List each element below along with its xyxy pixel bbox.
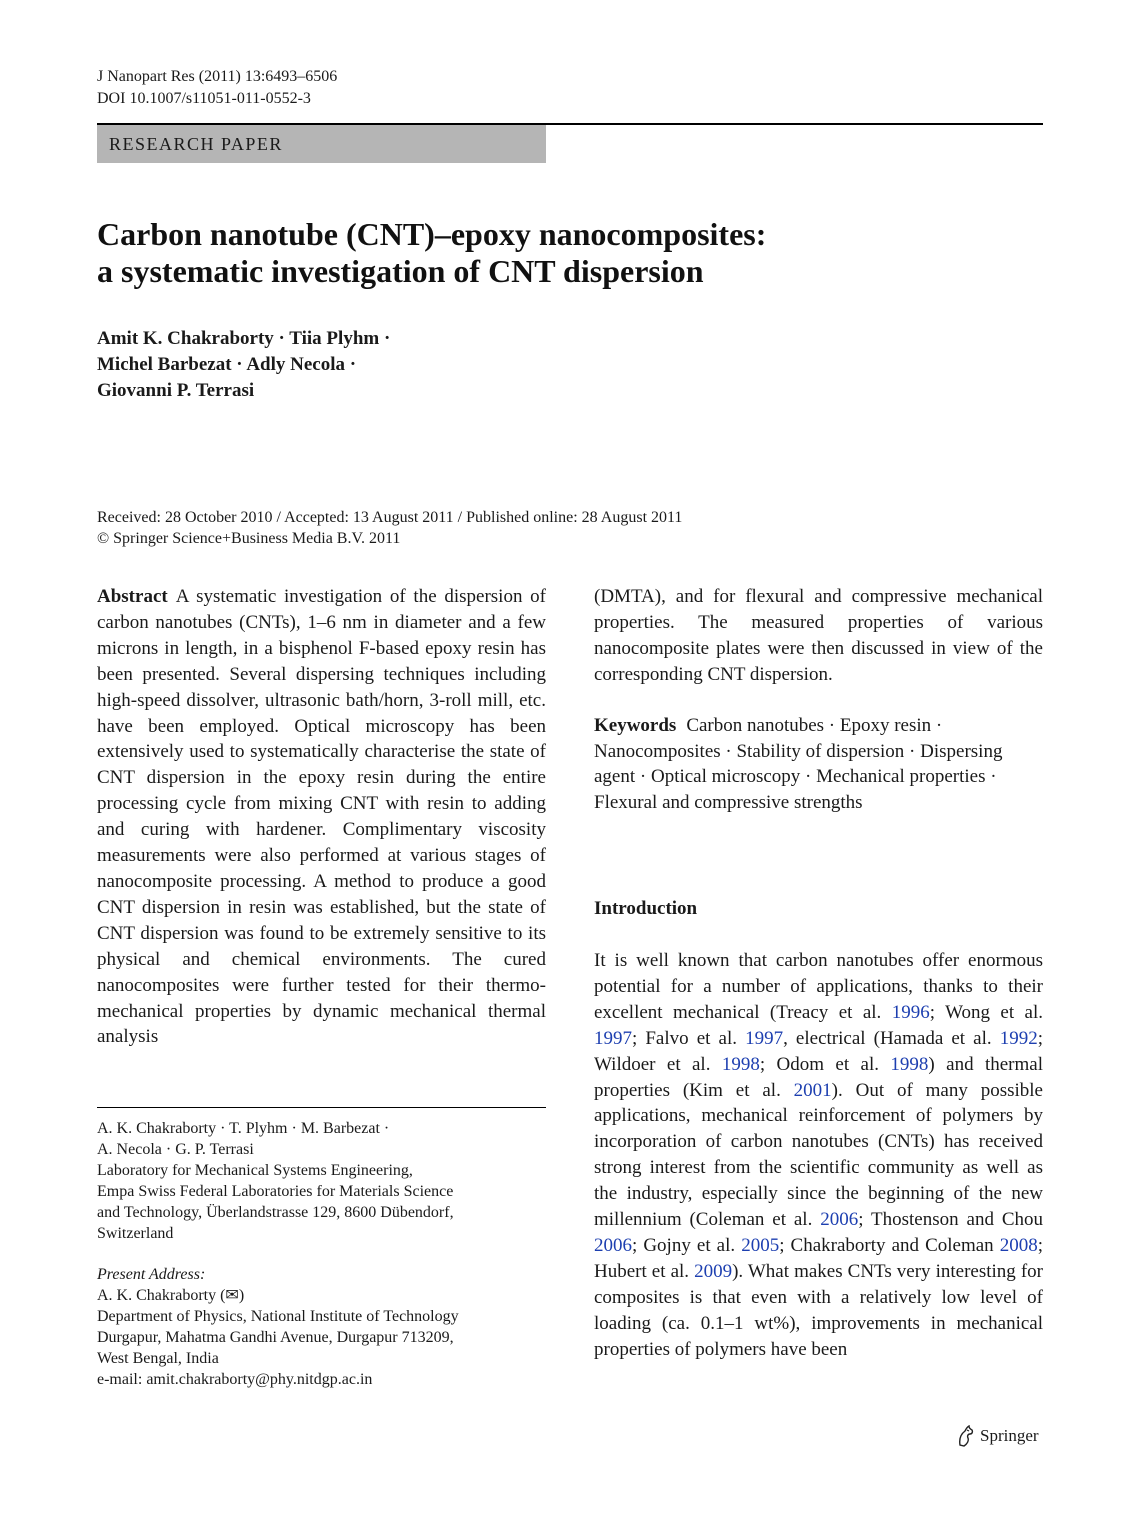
left-column: [97, 584, 546, 1050]
affil-spacer: [97, 1244, 546, 1264]
intro-text: ; Thostenson and Chou: [858, 1209, 1043, 1231]
publication-history: [97, 507, 682, 549]
introduction-heading: Introduction: [594, 898, 698, 919]
affil-authors-1: A. K. Chakraborty · T. Plyhm · M. Barbezat ·: [97, 1120, 390, 1137]
intro-text: ). Out of many possible applications, mechanical reinforcement of polymers by incorporation of carbon nanotubes (CNTs) has received strong interest from the scientific community as well as the industry, especially since the beginning of the new millennium (Coleman et al.: [594, 1079, 1043, 1231]
present-state: West Bengal, India: [97, 1350, 219, 1367]
author-list: [97, 326, 390, 404]
affil-lab: Laboratory for Mechanical Systems Engineering,: [97, 1162, 413, 1179]
intro-text: ; Wildoer et al.: [594, 1027, 1043, 1075]
intro-text: ; Odom et al.: [759, 1053, 891, 1075]
publisher-logo: [956, 1424, 1039, 1448]
abstract-text: A systematic investigation of the dispersion of carbon nanotubes (CNTs), 1–6 nm in diameter and a few microns in length, in a bisphenol F-based epoxy resin has been presented. Several dispersing techniques including high-speed dissolver, ultrasonic bath/horn, 3-roll mill, etc. have been employed. Optical microscopy has been extensively used to systematically characterise the state of CNT dispersion in the epoxy resin during the entire processing cycle from mixing CNT with resin to adding and curing with hardener. Complimentary viscosity measurements were also performed at various stages of nanocomposite processing. A method to produce a good CNT dispersion in resin was established, but the state of CNT dispersion was found to be extremely sensitive to its physical and chemical environments. The cured nanocomposites were further tested for their thermo-mechanical properties by dynamic mechanical thermal analysis: [97, 586, 546, 1048]
present-address: Durgapur, Mahatma Gandhi Avenue, Durgapur 713209,: [97, 1329, 454, 1346]
affil-institution-1: Empa Swiss Federal Laboratories for Materials Science: [97, 1183, 454, 1200]
citation-link[interactable]: 1998: [890, 1053, 929, 1075]
received-accepted-dates: Received: 28 October 2010 / Accepted: 13 August 2011 / Published online: 28 August 2011: [97, 509, 683, 526]
copyright-notice: © Springer Science+Business Media B.V. 2011: [97, 530, 401, 547]
intro-text: ; Falvo et al.: [632, 1027, 746, 1049]
doi: DOI 10.1007/s11051-011-0552-3: [97, 90, 311, 107]
keywords: [594, 713, 1043, 817]
citation-link[interactable]: 2009: [694, 1260, 733, 1282]
citation-link[interactable]: 2005: [741, 1234, 780, 1256]
citation-link[interactable]: 2006: [594, 1234, 632, 1256]
citation-link[interactable]: 1997: [745, 1027, 784, 1049]
authors-line-3: Giovanni P. Terrasi: [97, 380, 255, 401]
corresponding-author: A. K. Chakraborty (✉): [97, 1287, 245, 1304]
citation-link[interactable]: 1996: [891, 1001, 930, 1023]
abstract: [97, 584, 546, 1050]
citation-link[interactable]: 1997: [594, 1027, 632, 1049]
abstract-continuation: (DMTA), and for flexural and compressive mechanical properties. The measured properties of various nanocomposite plates were then discussed in view of the corresponding CNT dispersion.: [594, 586, 1043, 685]
affil-authors-2: A. Necola · G. P. Terrasi: [97, 1141, 254, 1158]
springer-horse-icon: [956, 1425, 976, 1447]
authors-line-1: Amit K. Chakraborty · Tiia Plyhm ·: [97, 328, 391, 349]
present-department: Department of Physics, National Institute of Technology: [97, 1308, 459, 1325]
abstract-heading: Abstract: [97, 586, 168, 607]
article-type-banner: RESEARCH PAPER: [97, 125, 546, 163]
keywords-text: Carbon nanotubes · Epoxy resin · Nanocomposites · Stability of dispersion · Dispersing agent · Optical microscopy · Mechanical properties · Flexural and compressive strengths: [594, 714, 1003, 814]
intro-text: It is well known that carbon nanotubes offer enormous potential for a number of applications, thanks to their excellent mechanical (Treacy et al.: [594, 950, 1043, 1023]
journal-citation: J Nanopart Res (2011) 13:6493–6506: [97, 68, 338, 85]
present-address-label: Present Address:: [97, 1266, 206, 1283]
affiliation-footnote: [97, 1118, 546, 1390]
intro-text: ) and thermal properties (Kim et al.: [594, 1053, 1043, 1101]
citation-link[interactable]: 2001: [793, 1079, 832, 1101]
publisher-name: Springer: [980, 1426, 1039, 1445]
citation-link[interactable]: 1992: [999, 1027, 1038, 1049]
authors-line-2: Michel Barbezat · Adly Necola ·: [97, 354, 357, 375]
intro-text: ; Gojny et al.: [632, 1234, 742, 1256]
right-column: [594, 584, 1044, 1360]
contact-email[interactable]: e-mail: amit.chakraborty@phy.nitdgp.ac.in: [97, 1371, 373, 1388]
intro-text: , electrical (Hamada et al.: [783, 1027, 1000, 1049]
affil-country: Switzerland: [97, 1225, 174, 1242]
intro-text: ; Wong et al.: [929, 1001, 1043, 1023]
affil-institution-2: and Technology, Überlandstrasse 129, 8600 Dübendorf,: [97, 1204, 454, 1221]
intro-text: ; Chakraborty and Coleman: [779, 1234, 1000, 1256]
citation-link[interactable]: 2008: [999, 1234, 1038, 1256]
journal-reference: [97, 66, 337, 110]
intro-text: ). What makes CNTs very interesting for composites is that even with a relatively low level of loading (ca. 0.1–1 wt%), improvements in mechanical properties of polymers have been: [594, 1260, 1043, 1360]
footnote-rule: [97, 1107, 546, 1108]
intro-text: ; Hubert et al.: [594, 1234, 1044, 1282]
title-line-2: a systematic investigation of CNT dispersion: [97, 253, 704, 289]
paper-title: [97, 216, 997, 290]
title-line-1: Carbon nanotube (CNT)–epoxy nanocomposites:: [97, 216, 767, 252]
keywords-heading: Keywords: [594, 714, 677, 736]
introduction-paragraph: [594, 948, 1043, 1363]
citation-link[interactable]: 2006: [820, 1209, 859, 1231]
citation-link[interactable]: 1998: [721, 1053, 760, 1075]
